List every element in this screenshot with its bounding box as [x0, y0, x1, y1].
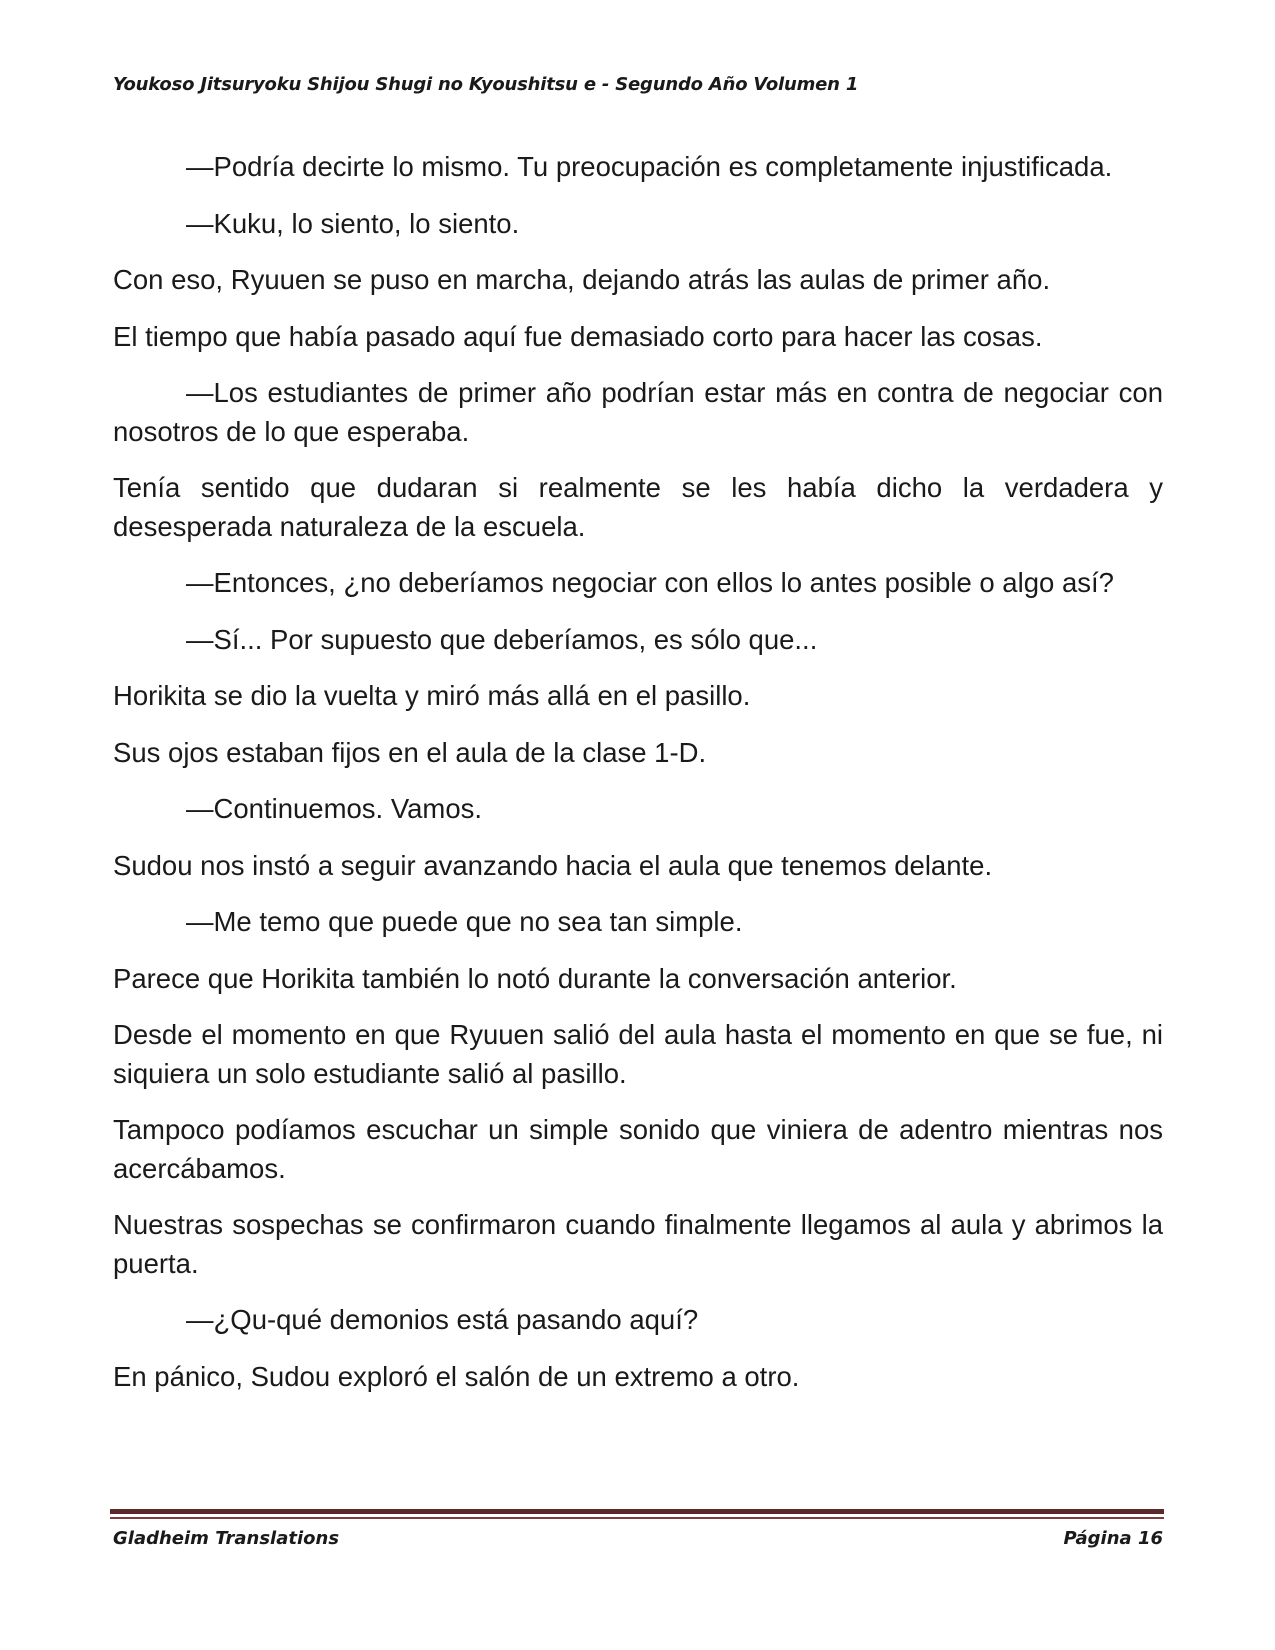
paragraph-narration: Nuestras sospechas se confirmaron cuando finalmente llegamos al aula y abrimos la puerta.: [113, 1209, 1163, 1279]
footer-page-number: Página 16: [1063, 1528, 1163, 1549]
paragraph-dialogue: —Podría decirte lo mismo. Tu preocupación es completamente injustificada.: [186, 151, 1113, 182]
footer-divider: [110, 1509, 1164, 1514]
page-footer: [113, 1528, 1163, 1549]
paragraph-dialogue: —Entonces, ¿no deberíamos negociar con ellos lo antes posible o algo así?: [186, 567, 1114, 598]
paragraph-narration: Parece que Horikita también lo notó durante la conversación anterior.: [113, 962, 957, 994]
document-body: [113, 148, 1163, 1414]
footer-publisher: Gladheim Translations: [113, 1528, 340, 1549]
paragraph-dialogue: —Los estudiantes de primer año podrían estar más en contra de negociar con nosotros de lo que esperaba.: [113, 377, 1163, 447]
paragraph-dialogue: —Kuku, lo siento, lo siento.: [186, 207, 520, 239]
paragraph-dialogue: —Sí... Por supuesto que deberíamos, es sólo que...: [186, 623, 818, 655]
paragraph-dialogue: —¿Qu-qué demonios está pasando aquí?: [186, 1304, 699, 1335]
paragraph-narration: Tampoco podíamos escuchar un simple sonido que viniera de adentro mientras nos acercábamos.: [113, 1114, 1163, 1184]
paragraph-dialogue: —Me temo que puede que no sea tan simple.: [186, 906, 743, 937]
footer-divider-thin: [110, 1517, 1164, 1519]
paragraph-narration: Horikita se dio la vuelta y miró más allá en el pasillo.: [113, 680, 751, 711]
paragraph-narration: El tiempo que había pasado aquí fue demasiado corto para hacer las cosas.: [113, 320, 1043, 352]
page-header-title: Youkoso Jitsuryoku Shijou Shugi no Kyoushitsu e - Segundo Año Volumen 1: [113, 74, 859, 95]
paragraph-narration: Tenía sentido que dudaran si realmente se les había dicho la verdadera y desesperada naturaleza de la escuela.: [113, 472, 1163, 542]
paragraph-narration: Desde el momento en que Ryuuen salió del aula hasta el momento en que se fue, ni siquiera un solo estudiante salió al pasillo.: [113, 1019, 1163, 1089]
paragraph-narration: En pánico, Sudou exploró el salón de un extremo a otro.: [113, 1360, 800, 1392]
paragraph-narration: Con eso, Ryuuen se puso en marcha, dejando atrás las aulas de primer año.: [113, 264, 1051, 295]
paragraph-narration: Sudou nos instó a seguir avanzando hacia el aula que tenemos delante.: [113, 849, 993, 881]
paragraph-dialogue: —Continuemos. Vamos.: [186, 793, 483, 824]
paragraph-narration: Sus ojos estaban fijos en el aula de la clase 1-D.: [113, 736, 707, 768]
